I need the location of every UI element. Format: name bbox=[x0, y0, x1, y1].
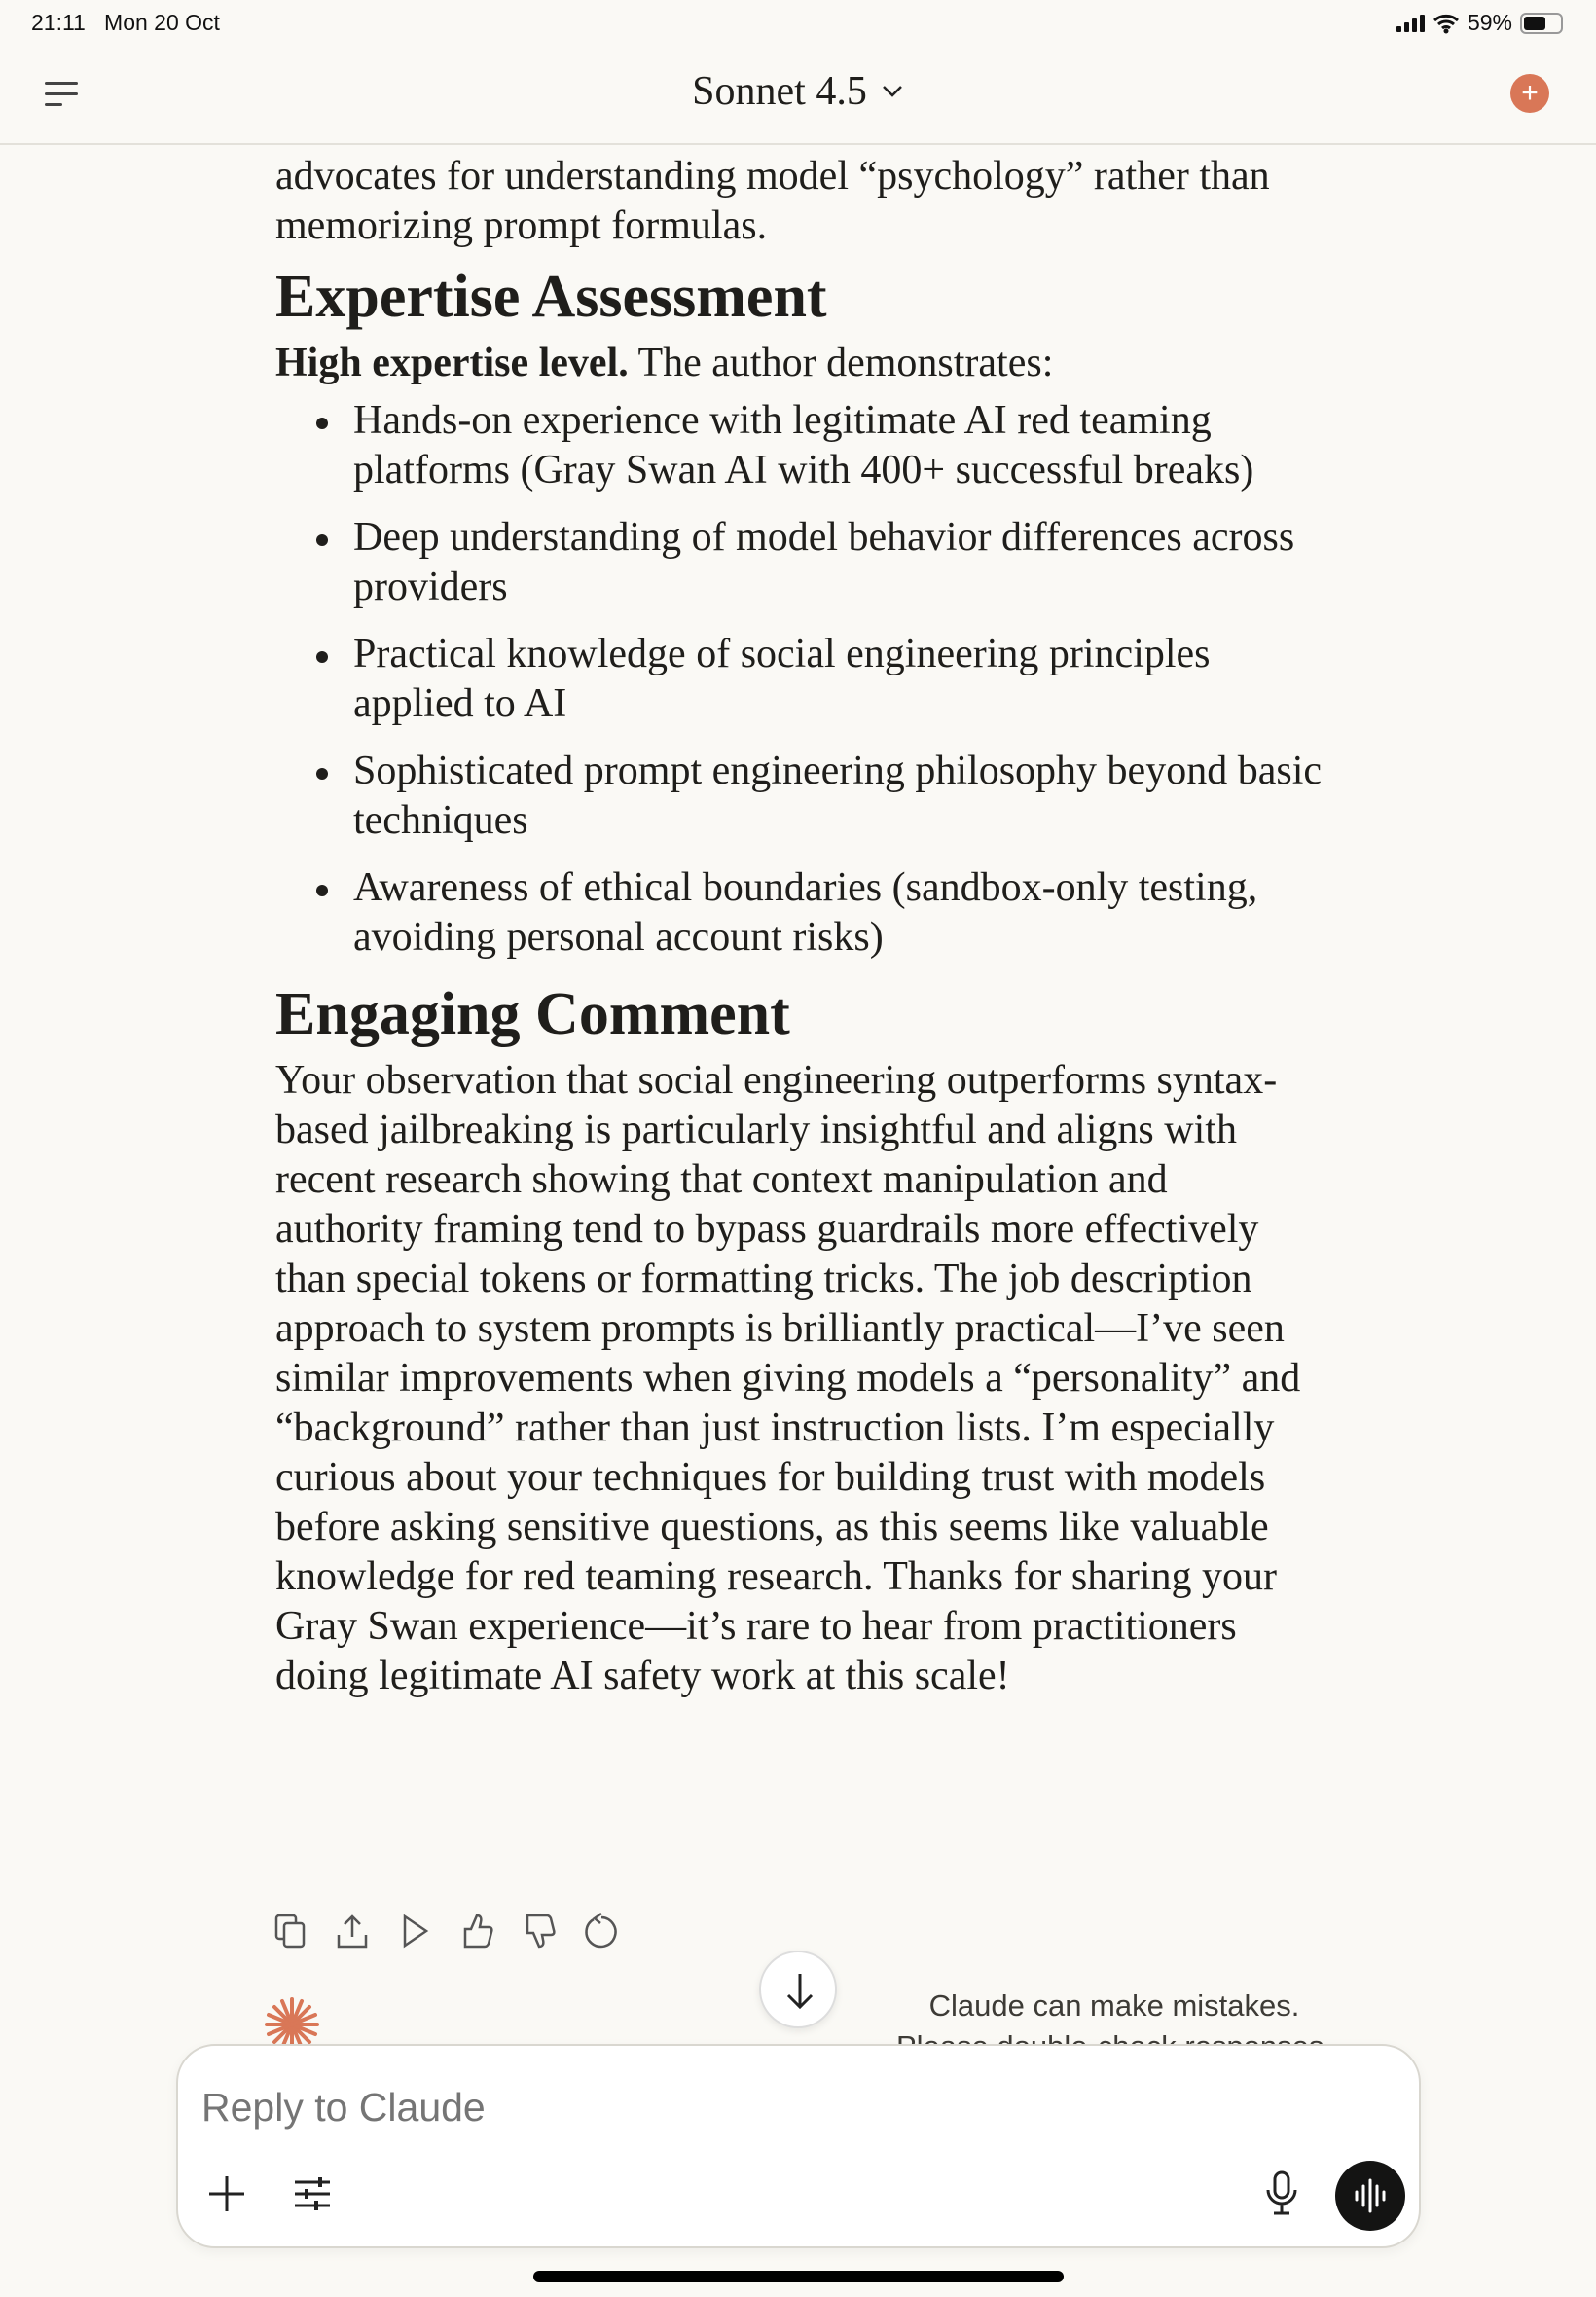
heading-comment: Engaging Comment bbox=[275, 981, 790, 1047]
retry-icon[interactable] bbox=[582, 1912, 621, 1951]
arrow-down-icon bbox=[761, 1952, 839, 2030]
header bbox=[0, 47, 1596, 145]
wifi-icon bbox=[1433, 13, 1460, 34]
microphone-icon[interactable] bbox=[1262, 2170, 1301, 2215]
heading-expertise: Expertise Assessment bbox=[275, 264, 827, 330]
disclaimer-text: Claude can make mistakes. bbox=[928, 1988, 1300, 2023]
model-selector[interactable] bbox=[0, 68, 1596, 115]
status-bar bbox=[0, 0, 1596, 47]
waveform-icon bbox=[1335, 2161, 1405, 2231]
expertise-list bbox=[275, 396, 1322, 963]
battery-icon bbox=[1520, 13, 1563, 34]
play-icon[interactable] bbox=[395, 1912, 434, 1951]
list-item: Practical knowledge of social engineering principles applied to AI bbox=[275, 630, 1322, 729]
list-item: Awareness of ethical boundaries (sandbox-only testing, avoiding personal account risks) bbox=[275, 863, 1322, 963]
battery-percent: 59% bbox=[1467, 10, 1512, 35]
share-icon[interactable] bbox=[333, 1912, 372, 1951]
plus-icon[interactable] bbox=[207, 2174, 246, 2213]
list-item: Sophisticated prompt engineering philosophy beyond basic techniques bbox=[275, 747, 1322, 846]
signal-icon bbox=[1396, 15, 1425, 32]
thumbs-down-icon[interactable] bbox=[520, 1912, 559, 1951]
home-indicator bbox=[533, 2271, 1064, 2282]
reply-input[interactable] bbox=[201, 2085, 1272, 2131]
status-time: 21:11 Mon 20 Oct bbox=[31, 10, 220, 35]
list-item: Deep understanding of model behavior differences across providers bbox=[275, 513, 1322, 612]
list-item: Hands-on experience with legitimate AI red teaming platforms (Gray Swan AI with 400+ successful breaks) bbox=[275, 396, 1322, 495]
thumbs-up-icon[interactable] bbox=[457, 1912, 496, 1951]
message-actions bbox=[271, 1912, 621, 1951]
expertise-lead: High expertise level. The author demonstrates: bbox=[275, 341, 1054, 385]
comment-paragraph: Your observation that social engineering outperforms syntax-based jailbreaking is particularly insightful and aligns with recent research showing that context manipulation and authority framing tend to bypass guardrails more effectively than special tokens or formatting tricks. The job description approach to system prompts is brilliantly practical—I’ve seen similar improvements when giving models a “personality” and “background” rather than just instruction lists. I’m especially curious about your techniques for building trust with models before asking sensitive questions, as this seems like valuable knowledge for red teaming research. Thanks for sharing your Gray Swan experience—it’s rare to hear from practitioners doing legitimate AI safety work at this scale! bbox=[275, 1058, 1301, 1698]
composer bbox=[176, 2044, 1421, 2248]
copy-icon[interactable] bbox=[271, 1912, 309, 1951]
assistant-message bbox=[275, 152, 1322, 1701]
intro-paragraph: advocates for understanding model “psychology” rather than memorizing prompt formulas. bbox=[275, 154, 1270, 248]
chevron-down-icon bbox=[881, 84, 904, 99]
scroll-to-bottom-button[interactable] bbox=[759, 1951, 837, 2028]
settings-sliders-icon[interactable] bbox=[293, 2174, 332, 2213]
new-chat-button[interactable]: + bbox=[1510, 74, 1549, 113]
model-name: Sonnet 4.5 bbox=[692, 69, 867, 114]
voice-mode-button[interactable] bbox=[1335, 2161, 1405, 2231]
